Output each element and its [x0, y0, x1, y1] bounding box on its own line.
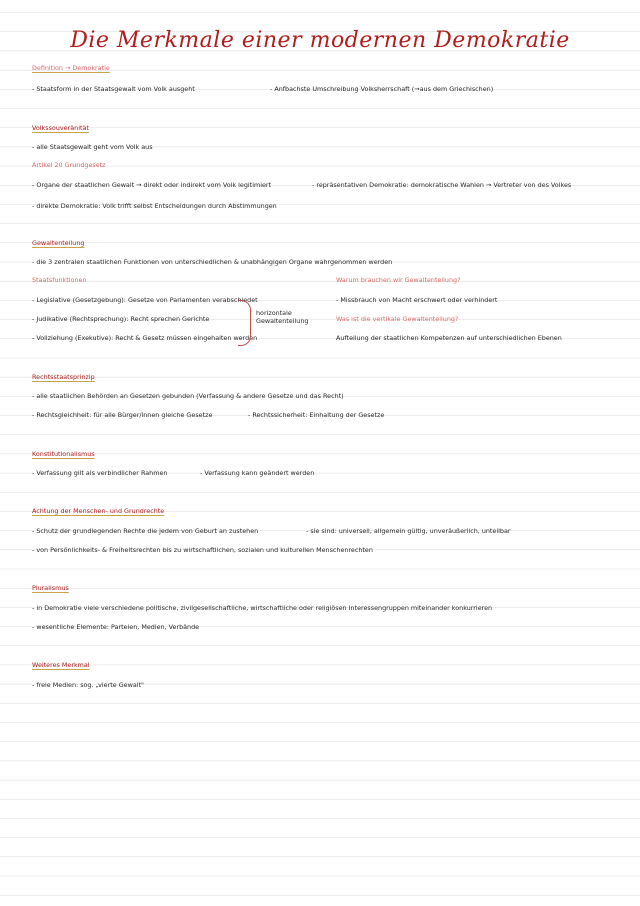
menschenrechte-line1-left: - Schutz der grundlegenden Rechte die jedem von Geburt an zustehen: [32, 527, 259, 535]
volkssouveraenitaet-line1: - alle Staatsgewalt geht vom Volk aus: [32, 143, 153, 151]
volkssouveraenitaet-line2-left: - Organe der staatlichen Gewalt → direkt oder indirekt vom Volk legitimiert: [32, 181, 272, 189]
rechtsstaat-line2-left: - Rechtsgleichheit: für alle Bürger/innen gleiche Gesetze: [32, 411, 213, 419]
volkssouveraenitaet-line3: - direkte Demokratie: Volk trifft selbst Entscheidungen durch Abstimmungen: [32, 202, 277, 210]
pluralismus-line2: - wesentliche Elemente: Parteien, Medien, Verbände: [32, 623, 200, 631]
gewaltenteilung-line1: - die 3 zentralen staatlichen Funktionen von unterschiedlichen & unabhängigen Organe wahrgenommen werden: [32, 258, 393, 266]
gewaltenteilung-item1: - Legislative (Gesetzgebung): Gesetze von Parlamenten verabschiedet: [32, 296, 258, 304]
gewaltenteilung-sub-right: Warum brauchen wir Gewaltenteilung?: [336, 276, 461, 284]
gewaltenteilung-right1: - Missbrauch von Macht erschwert oder verhindert: [336, 296, 498, 304]
brace-label-2: Gewaltenteilung: [256, 317, 309, 325]
menschenrechte-line2: - von Persönlichkeits- & Freiheitsrechten bis zu wirtschaftlichen, sozialen und kulturellen Menschenrechten: [32, 546, 373, 554]
pluralismus-line1: - in Demokratie viele verschiedene politische, zivilgesellschaftliche, wirtschaftliche oder religiösen Interessengruppen miteinander konkurrieren: [32, 604, 493, 612]
definition-left: - Staatsform in der Staatsgewalt vom Volk ausgeht: [32, 85, 195, 93]
gewaltenteilung-item3: - Vollziehung (Exekutive): Recht & Gesetz müssen eingehalten werden: [32, 334, 258, 342]
menschenrechte-heading: Achtung der Menschen- und Grundrechte: [32, 507, 165, 515]
volkssouveraenitaet-heading: Volkssouveränität: [32, 124, 89, 132]
gewaltenteilung-sub-left: Staatsfunktionen: [32, 276, 87, 284]
gewaltenteilung-heading: Gewaltenteilung: [32, 239, 85, 247]
pluralismus-heading: Pluralismus: [32, 584, 69, 592]
menschenrechte-line1-right: - sie sind: universell, allgemein gültig, unveräußerlich, unteilbar: [306, 527, 511, 535]
rechtsstaat-line1: - alle staatlichen Behörden an Gesetzen gebunden (Verfassung & andere Gesetze und das Recht): [32, 392, 344, 400]
gewaltenteilung-right2: Aufteilung der staatlichen Kompetenzen auf unterschiedlichen Ebenen: [336, 334, 562, 342]
gewaltenteilung-item2: - Judikative (Rechtsprechung): Recht sprechen Gerichte: [32, 315, 210, 323]
gewaltenteilung-brace: [238, 300, 251, 346]
rechtsstaat-line2-right: - Rechtssicherheit: Einhaltung der Gesetze: [248, 411, 385, 419]
konstitutionalismus-right: - Verfassung kann geändert werden: [200, 469, 315, 477]
konstitutionalismus-left: - Verfassung gilt als verbindlicher Rahmen: [32, 469, 168, 477]
brace-label-1: horizontale: [256, 309, 292, 317]
rechtsstaat-heading: Rechtsstaatsprinzip: [32, 373, 95, 381]
volkssouveraenitaet-line2-right: - repräsentativen Demokratie: demokratische Wahlen → Vertreter von des Volkes: [312, 181, 572, 189]
konstitutionalismus-heading: Konstitutionalismus: [32, 450, 95, 458]
definition-heading: Definition → Demokratie: [32, 64, 110, 72]
page-title: Die Merkmale einer modernen Demokratie: [70, 28, 570, 53]
gewaltenteilung-right-sub: Was ist die vertikale Gewaltenteilung?: [336, 315, 459, 323]
volkssouveraenitaet-subheading: Artikel 20 Grundgesetz: [32, 161, 106, 169]
definition-right: - Anfbachste Umschreibung Volksherrschaft (→aus dem Griechischen): [270, 85, 494, 93]
weiteres-heading: Weiteres Merkmal: [32, 661, 90, 669]
weiteres-line1: - freie Medien: sog. „vierte Gewalt": [32, 681, 144, 689]
